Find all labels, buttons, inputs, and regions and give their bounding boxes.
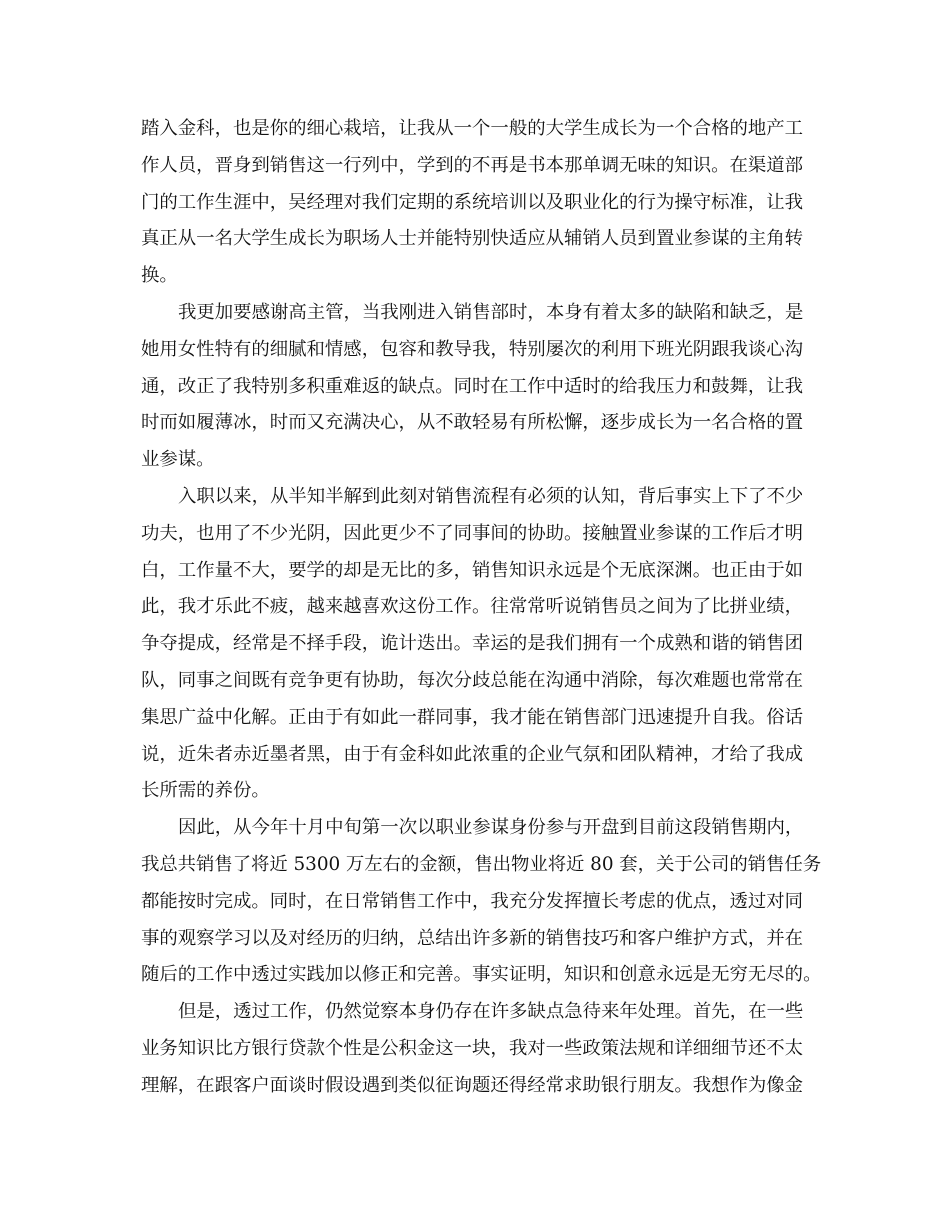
paragraph-1 xyxy=(141,111,821,295)
text-line: 时而如履薄冰，时而又充满决心，从不敢轻易有所松懈，逐步成长为一名合格的置 xyxy=(141,412,804,434)
text-line: 门的工作生涯中，吴经理对我们定期的系统培训以及职业化的行为操守标准，让我 xyxy=(141,191,804,213)
text-line: 队，同事之间既有竞争更有协助，每次分歧总能在沟通中消除，每次难题也常常在 xyxy=(141,669,804,691)
text-line: 入职以来，从半知半解到此刻对销售流程有必须的认知，背后事实上下了不少 xyxy=(178,485,804,507)
text-line: 业务知识比方银行贷款个性是公积金这一块，我对一些政策法规和详细细节还不太 xyxy=(141,1037,804,1059)
text-line: 集思广益中化解。正由于有如此一群同事，我才能在销售部门迅速提升自我。俗话 xyxy=(141,706,804,728)
paragraph-3 xyxy=(141,479,821,810)
text-line: 踏入金科，也是你的细心栽培，让我从一个一般的大学生成长为一个合格的地产工 xyxy=(141,118,804,139)
text-line: 说，近朱者赤近墨者黑，由于有金科如此浓重的企业气氛和团队精神，才给了我成 xyxy=(141,743,804,765)
text-line: 白，工作量不大，要学的却是无比的多，销售知识永远是个无底深渊。也正由于如 xyxy=(141,559,804,581)
text-line: 她用女性特有的细腻和情感，包容和教导我，特别屡次的利用下班光阴跟我谈心沟 xyxy=(141,338,804,360)
text-line: 理解，在跟客户面谈时假设遇到类似征询题还得经常求助银行朋友。我想作为像金 xyxy=(141,1074,804,1096)
text-line: 长所需的养份。 xyxy=(141,780,270,802)
text-line: 但是，透过工作，仍然觉察本身仍存在许多缺点急待来年处理。首先，在一些 xyxy=(178,1001,804,1023)
text-line: 随后的工作中透过实践加以修正和完善。事实证明，知识和创意永远是无穷无尽的。 xyxy=(141,964,822,986)
text-line: 功夫，也用了不少光阴，因此更少不了同事间的协助。接触置业参谋的工作后才明 xyxy=(141,522,804,544)
paragraph-5 xyxy=(141,994,821,1104)
text-line: 事的观察学习以及对经历的归纳，总结出许多新的销售技巧和客户维护方式，并在 xyxy=(141,927,804,949)
document-body xyxy=(141,111,821,1105)
text-line: 此，我才乐此不疲，越来越喜欢这份工作。往常常听说销售员之间为了比拼业绩， xyxy=(141,596,804,618)
text-line: 因此，从今年十月中旬第一次以职业参谋身份参与开盘到目前这段销售期内， xyxy=(178,817,804,839)
text-line: 业参谋。 xyxy=(141,449,215,471)
text-line: 我更加要感谢高主管，当我刚进入销售部时，本身有着太多的缺陷和缺乏，是 xyxy=(178,301,804,323)
text-line: 都能按时完成。同时，在日常销售工作中，我充分发挥擅长考虑的优点，透过对同 xyxy=(141,890,804,912)
text-line: 我总共销售了将近 5300 万左右的金额，售出物业将近 80 套，关于公司的销售任务 xyxy=(141,853,822,875)
text-line: 真正从一名大学生成长为职场人士并能特别快适应从辅销人员到置业参谋的主角转 xyxy=(141,228,804,250)
text-line: 作人员，晋身到销售这一行列中，学到的不再是书本那单调无味的知识。在渠道部 xyxy=(141,154,804,176)
paragraph-2 xyxy=(141,295,821,479)
text-line: 通，改正了我特别多积重难返的缺点。同时在工作中适时的给我压力和鼓舞，让我 xyxy=(141,375,804,397)
paragraph-4 xyxy=(141,810,821,994)
text-line: 换。 xyxy=(141,265,178,287)
text-line: 争夺提成，经常是不择手段，诡计迭出。幸运的是我们拥有一个成熟和谐的销售团 xyxy=(141,633,804,655)
